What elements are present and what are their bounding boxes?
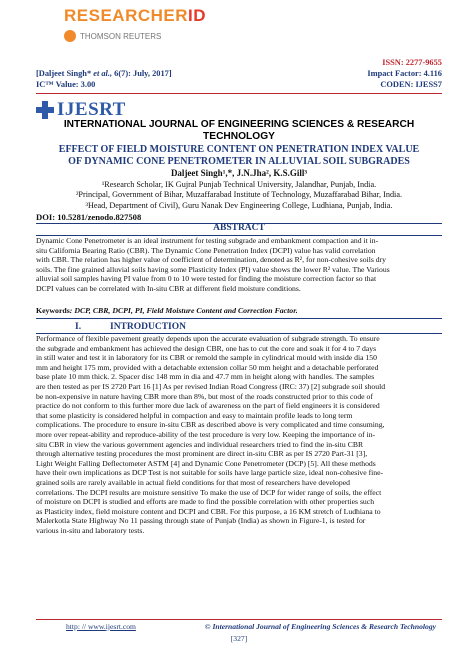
journal-name: INTERNATIONAL JOURNAL OF ENGINEERING SCIENCES & RESEARCH TECHNOLOGY — [63, 119, 415, 142]
affiliation-3: ³Head, Department of Civil), Guru Nanak Dev Engineering College, Ludhiana, Punjab, India. — [85, 200, 393, 210]
keywords: Keywords: DCP, CBR, DCPI, PI, Field Moisture Content and Correction Factor. — [36, 306, 298, 315]
ijesrt-logo: IJESRT — [36, 99, 126, 121]
ic-value: IC™ Value: 3.00 — [36, 80, 96, 89]
footer-rule — [36, 619, 442, 620]
researcherid-logo — [64, 6, 214, 64]
introduction-heading: INTRODUCTION — [110, 322, 187, 332]
keywords-rule — [36, 318, 442, 319]
issn: ISSN: 2277-9655 — [382, 58, 442, 67]
thomson-reuters-icon — [64, 30, 76, 42]
authors: Daljeet Singh¹,*, J.N.Jha², K.S.Gill³ — [170, 168, 308, 178]
cross-icon — [36, 101, 54, 119]
footer-url[interactable]: http: // www.ijesrt.com — [66, 622, 136, 631]
abstract-body: Dynamic Cone Penetrometer is an ideal instrument for testing subgrade and embankment compaction and it in- situ California Bearing Ratio (CBR). The Dynamic Cone Penetration Index (DCPI) value has valid correlation with CBR. The relation has higher value of coefficient of determination, denoted as R², for non-cohesive soils dry soils. The fine grained alluvial soils having some Plasticity Index (PI) value shows the lower R² value. The Various alluvial soil samples having PI value from 0 to 10 were tested for finding the moisture correction factor so that DCPI values can be correlated with In-situ CBR at different field moisture conditions. — [36, 236, 390, 293]
header-divider — [36, 93, 442, 94]
coden: CODEN: IJESS7 — [380, 80, 442, 89]
doi: DOI: 10.5281/zenodo.827508 — [36, 212, 142, 222]
affiliation-1: ¹Research Scholar, IK Gujral Punjab Technical University, Jalandhar, Punjab, India. — [101, 180, 377, 189]
affiliations — [36, 180, 442, 211]
abstract-heading: ABSTRACT — [213, 223, 265, 233]
paper-title: EFFECT OF FIELD MOISTURE CONTENT ON PENETRATION INDEX VALUE OF DYNAMIC CONE PENETROMETER IN ALLUVIAL SOIL SUBGRADES — [58, 144, 420, 167]
thomson-reuters-mark: THOMSON REUTERS — [64, 30, 214, 42]
footer-journal: © International Journal of Engineering Sciences & Research Technology — [204, 622, 436, 631]
affiliation-2: ²Principal, Government of Bihar, Muzaffarabad Institute of Technology, Muzaffarabad Bihar, India. — [75, 190, 403, 200]
impact-factor: Impact Factor: 4.116 — [367, 69, 442, 78]
introduction-body: Performance of flexible pavement greatly depends upon the accurate evaluation of subgrade strength. To ensure the subgrade and embankment has achieved the design CBR, one has to cut the core and soak it for 4 to 7 days in still water and test it in laboratory for its CBR or remold the sample in cylindrical mould with inside dia 150 mm and height 175 mm, provided with a detachable extension collar 50 mm height and a detachable perforated base plate 10 mm thick. 2. Spacer disc 148 mm in dia and 47.7 mm in height along with handles. The samples are then tested as per IS 2720 Part 16 [1] As per revised Indian Road Congress (IRC: 37) [2] subgrade soil should be non-expensive in nature having CBR more than 8%, but most of the roads constructed prior to this code of practice do not conform to this further more due lack of awareness on the part of field engineers it is considered that some plasticity is considered helpful in compaction and easy to maintain profile leads to long term complications. The procedure to ensure in-situ CBR as described above is very complicated and time consuming, more over repeat-ability and reproduce-ability of the test procedure is very low. Keeping the importance of in- situ CBR in view the various government agencies and individual researchers tried to find the in-situ CBR through alternative testing procedures the most prominent are direct in-situ CBR as per IS 2720 Part-31 [3], Light Weight Falling Deflectometer ASTM [4] and Dynamic Cone Penetrometer (DCP) [5]. All these methods have their own implications as DCP Test is not suitable for soils have large particle size, ideal non-cohesive fine- grained soils are rarely available in actual field conditions for that most of researchers have developed correlations. The DCPI results are moisture sensitive To make the use of DCP for wider range of soils, the effect of moisture on DCPI is studied and efforts are made to find the possible correlation with other properties such as Plasticity index, field moisture content and DCPI and CBR. For this purpose, a 16 KM stretch of Ludhiana to Malerkotla State Highway No 11 passing through state of Punjab (India) as shown in Figure-1, is tested for various in-situ and laboratory tests. — [36, 334, 386, 535]
citation: [Daljeet Singh* et al., 6(7): July, 2017] — [36, 69, 172, 78]
section-number: I. — [75, 322, 82, 332]
researcherid-wordmark: RESEARCHERID — [64, 6, 207, 25]
page-number: [327] — [230, 634, 248, 643]
